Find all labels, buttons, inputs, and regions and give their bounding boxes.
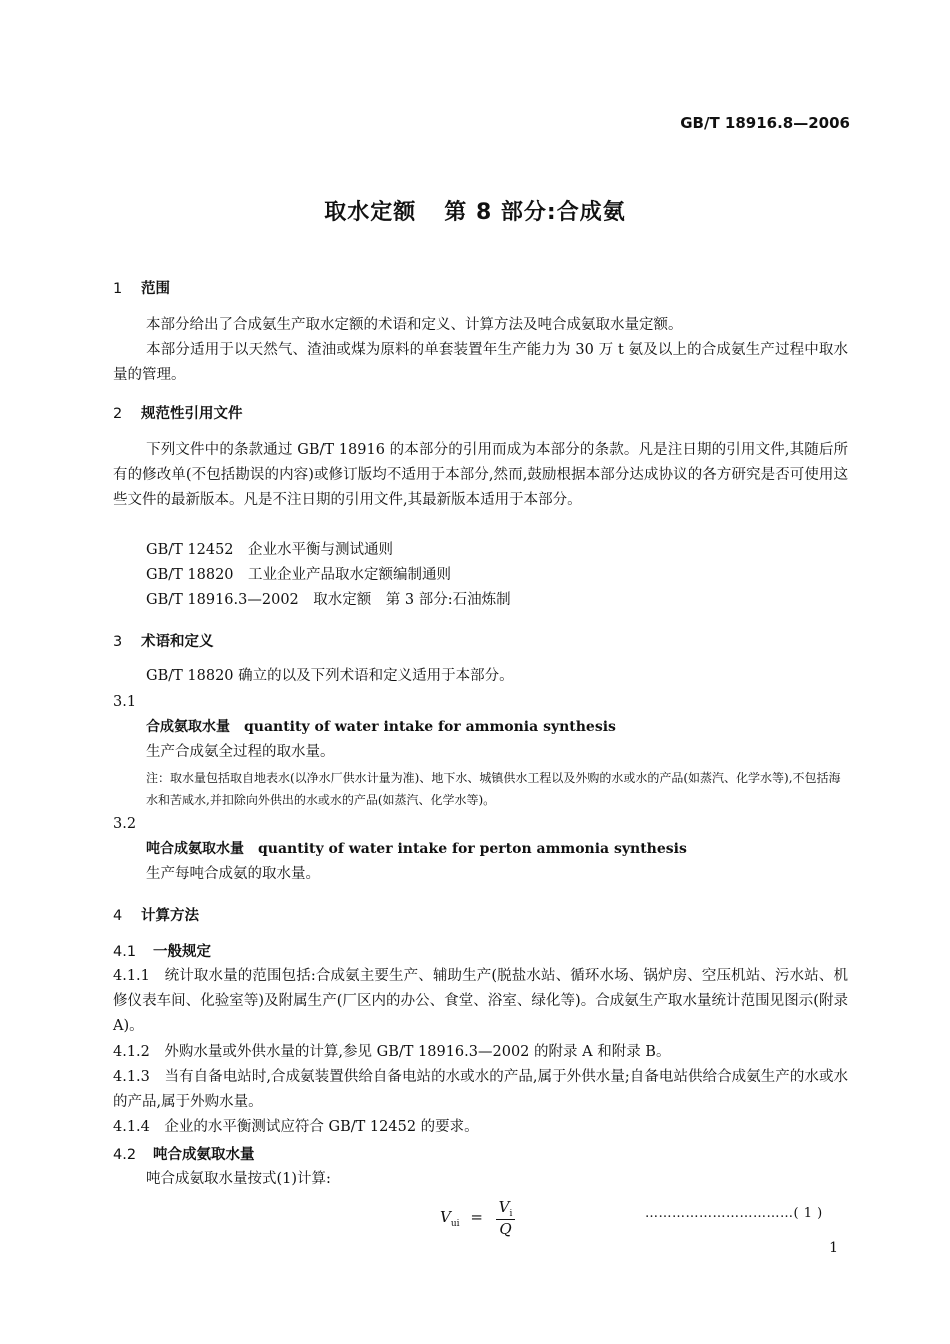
reference-2: GB/T 18820 工业企业产品取水定额编制通则 xyxy=(146,567,452,583)
clause-4-1-heading: 4.1 一般规定 xyxy=(113,944,211,960)
section-3-heading: 3 术语和定义 xyxy=(113,634,214,650)
formula-leader: ……………………………( 1 ) xyxy=(645,1206,823,1221)
term-3-1-note: 注：取水量包括取自地表水(以净水厂供水计量为准)、地下水、城镇供水工程以及外购的水或水的产品(如蒸汽、化学水等),不包括海水和苦咸水,并扣除向外供出的水或水的产品(如蒸汽、化学水等)。 xyxy=(146,771,841,807)
clause-4-1-2: 4.1.2 外购水量或外供水量的计算,参见 GB/T 18916.3—2002 的附录 A 和附录 B。 xyxy=(113,1044,671,1060)
clause-4-1-4: 4.1.4 企业的水平衡测试应符合 GB/T 12452 的要求。 xyxy=(113,1119,479,1135)
section-4-heading: 4 计算方法 xyxy=(113,908,199,924)
section-3-para-1: GB/T 18820 确立的以及下列术语和定义适用于本部分。 xyxy=(146,668,514,684)
section-1-para-1: 本部分给出了合成氨生产取水定额的术语和定义、计算方法及吨合成氨取水量定额。 xyxy=(146,317,683,333)
term-3-1: 合成氨取水量 quantity of water intake for ammonia synthesis xyxy=(146,719,616,735)
clause-4-1-1: 4.1.1 统计取水量的范围包括:合成氨主要生产、辅助生产(脱盐水站、循环水场、锅炉房、空压机站、污水站、机修仪表车间、化验室等)及附属生产(厂区内的办公、食堂、浴室、绿化等)。合成氨生产取水量统计范围见图示(附录 A)。 xyxy=(113,968,848,1034)
formula-fraction: $\frac{V_i}{Q}$ xyxy=(496,1198,516,1238)
page-number: 1 xyxy=(829,1240,838,1256)
title-part2: 第 8 部分:合成氨 xyxy=(444,200,626,225)
formula-1: $V_{ui}$ = $\frac{V_i}{Q}$ xyxy=(440,1198,515,1238)
clause-4-1-3: 4.1.3 当有自备电站时,合成氨装置供给自备电站的水或水的产品,属于外供水量;自备电站供给合成氨生产的水或水的产品,属于外购水量。 xyxy=(113,1069,848,1110)
formula-label: ( 1 ) xyxy=(793,1206,823,1221)
reference-3: GB/T 18916.3—2002 取水定额 第 3 部分:石油炼制 xyxy=(146,592,511,608)
term-3-2-definition: 生产每吨合成氨的取水量。 xyxy=(146,866,320,882)
term-3-2: 吨合成氨取水量 quantity of water intake for perton ammonia synthesis xyxy=(146,841,687,857)
term-3-1-definition: 生产合成氨全过程的取水量。 xyxy=(146,744,335,760)
title-part1: 取水定额 xyxy=(324,200,417,225)
standard-code: GB/T 18916.8—2006 xyxy=(680,114,850,132)
section-2-para-1: 下列文件中的条款通过 GB/T 18916 的本部分的引用而成为本部分的条款。凡是注日期的引用文件,其随后所有的修改单(不包括勘误的内容)或修订版均不适用于本部分,然而,鼓励根据本部分达成协议的各方研究是否可使用这些文件的最新版本。凡是不注日期的引用文件,其最新版本适用于本部分。 xyxy=(113,442,848,508)
document-title xyxy=(0,195,950,226)
clause-4-2-intro: 吨合成氨取水量按式(1)计算: xyxy=(146,1171,331,1187)
section-1-para-2: 本部分适用于以天然气、渣油或煤为原料的单套装置年生产能力为 30 万 t 氨及以上的合成氨生产过程中取水量的管理。 xyxy=(113,342,848,383)
clause-3-1-number: 3.1 xyxy=(113,694,137,710)
clause-4-2-heading: 4.2 吨合成氨取水量 xyxy=(113,1147,255,1163)
section-1-heading: 1 范围 xyxy=(113,281,170,297)
clause-3-2-number: 3.2 xyxy=(113,816,137,832)
section-2-heading: 2 规范性引用文件 xyxy=(113,406,243,422)
reference-1: GB/T 12452 企业水平衡与测试通则 xyxy=(146,542,394,558)
